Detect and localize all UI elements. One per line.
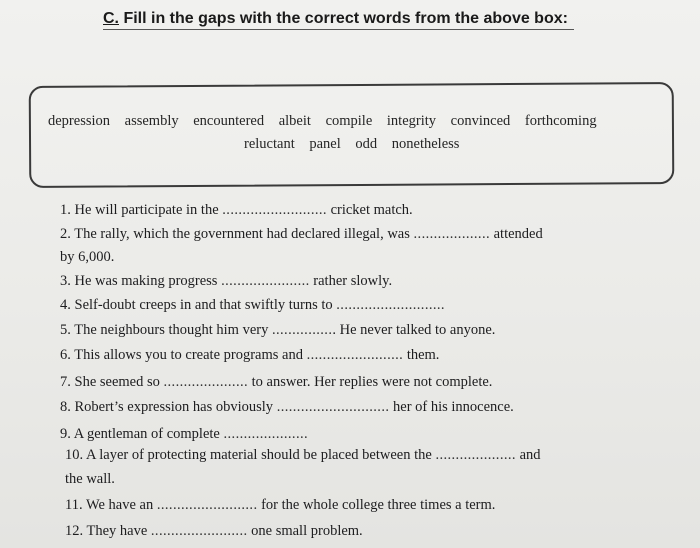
section-instruction: Fill in the gaps with the correct words from the above box:	[123, 10, 568, 27]
word-bank-row-1	[48, 113, 608, 130]
question-text-after: attended	[493, 226, 543, 242]
section-heading	[103, 10, 574, 30]
question-text: 9. A gentleman of complete	[60, 426, 220, 442]
answer-blank[interactable]: ............................	[276, 399, 390, 415]
answer-blank[interactable]: ...................	[413, 226, 490, 242]
question-11	[65, 497, 495, 514]
question-text-after: them.	[406, 347, 440, 363]
question-4	[60, 297, 445, 314]
question-text-after: . He never talked to anyone.	[332, 322, 496, 338]
answer-blank[interactable]: ...........................	[336, 297, 445, 313]
question-2-continuation	[60, 249, 114, 266]
answer-blank[interactable]: .........................	[156, 497, 258, 513]
question-10-continuation	[65, 471, 115, 488]
question-12	[65, 523, 363, 540]
question-text: 2. The rally, which the government had declared illegal, was	[60, 226, 410, 242]
question-text-after: and	[519, 447, 541, 463]
question-1	[60, 202, 413, 219]
question-3	[60, 273, 392, 290]
question-text: 5. The neighbours thought him very	[60, 322, 269, 338]
question-10	[65, 447, 541, 464]
question-text: 6. This allows you to create programs and	[60, 347, 303, 363]
word-bank-item: encountered	[193, 113, 265, 129]
word-bank-item: nonetheless	[391, 136, 460, 152]
question-text-after: to answer. Her replies were not complete.	[251, 374, 493, 390]
word-bank-item: assembly	[124, 113, 179, 129]
question-text: 4. Self-doubt creeps in and that swiftly turns to	[60, 297, 333, 313]
answer-blank[interactable]: ......................	[221, 273, 310, 289]
question-text: by 6,000.	[60, 249, 115, 265]
word-bank-item: convinced	[450, 113, 511, 129]
question-text: 3. He was making progress	[60, 273, 218, 289]
question-text: 8. Robert’s expression has obviously	[60, 399, 274, 415]
question-9	[60, 426, 308, 443]
word-bank-item: forthcoming	[524, 113, 597, 129]
question-6	[60, 347, 439, 364]
question-text-after: her of his innocence.	[393, 399, 514, 415]
question-text-after: for the whole college three times a term.	[261, 497, 496, 513]
answer-blank[interactable]: ..........................	[222, 202, 327, 218]
answer-blank[interactable]: ...............	[271, 322, 333, 338]
question-2	[60, 226, 543, 243]
question-text-after: cricket match.	[330, 202, 413, 218]
question-text-after: rather slowly.	[313, 273, 393, 289]
answer-blank[interactable]: ........................	[150, 523, 248, 539]
question-text: 12. They have	[65, 523, 148, 539]
word-bank-item: integrity	[386, 113, 437, 129]
word-bank-item: compile	[325, 113, 373, 129]
question-text: the wall.	[65, 471, 115, 487]
question-text: 10. A layer of protecting material should be placed between the	[65, 447, 432, 463]
question-7	[60, 374, 492, 391]
question-8	[60, 399, 514, 416]
answer-blank[interactable]: .....................	[163, 374, 249, 390]
question-text: 11. We have an	[65, 497, 154, 513]
word-bank-row-2	[244, 136, 470, 153]
section-letter: C.	[103, 10, 119, 27]
word-bank-item: reluctant	[244, 136, 295, 152]
answer-blank[interactable]: ........................	[306, 347, 404, 363]
answer-blank[interactable]: ....................	[435, 447, 516, 463]
answer-blank[interactable]: .....................	[223, 426, 309, 442]
word-bank-item: panel	[309, 136, 341, 152]
word-bank-item: odd	[355, 136, 378, 152]
word-bank-item: albeit	[278, 113, 311, 129]
question-text: 7. She seemed so	[60, 374, 160, 390]
word-bank-item: depression	[48, 113, 111, 129]
word-bank-box	[29, 82, 675, 188]
question-text-after: one small problem.	[251, 523, 363, 539]
question-text: 1. He will participate in the	[60, 202, 219, 218]
question-5	[60, 322, 495, 339]
